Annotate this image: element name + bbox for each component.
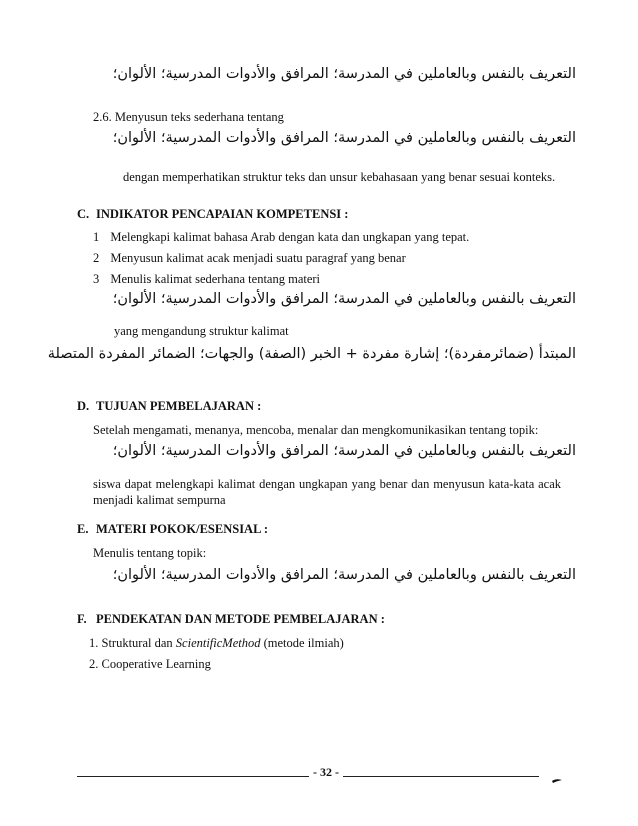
arabic-structure-line: المبتدأ (ضمائرمفردة)؛ إشارة مفردة + الخبر (الصفة) والجهات؛ الضمائر المفردة المتصلة [47, 346, 576, 362]
section-c-letter: C. [77, 207, 90, 221]
method-item-1-italic: ScientificMethod [175, 636, 261, 650]
arabic-topics-line-3: التعريف بالنفس وبالعاملين في المدرسة؛ المرافق والأدوات المدرسية؛ الألوان؛ [112, 291, 576, 307]
section-d-title: TUJUAN PEMBELAJARAN : [96, 399, 262, 413]
kd-2-6-tail: dengan memperhatikan struktur teks dan unsur kebahasaan yang benar sesuai konteks. [123, 170, 556, 184]
crescent-logo-icon [540, 767, 564, 791]
section-e-letter: E. [77, 522, 89, 536]
indicator-item-1 [93, 230, 469, 245]
arabic-topics-line-4: التعريف بالنفس وبالعاملين في المدرسة؛ المرافق والأدوات المدرسية؛ الألوان؛ [112, 443, 576, 459]
section-f-title: PENDEKATAN DAN METODE PEMBELAJARAN : [96, 612, 385, 626]
section-e-title: MATERI POKOK/ESENSIAL : [96, 522, 269, 536]
section-d-letter: D. [77, 399, 90, 413]
indicator-num: 1 [93, 230, 100, 244]
objective-intro: Setelah mengamati, menanya, mencoba, menalar dan mengkomunikasikan tentang topik: [93, 423, 539, 437]
section-f-letter: F. [77, 612, 87, 626]
method-item-1-suffix: (metode ilmiah) [260, 636, 344, 650]
material-intro: Menulis tentang topik: [93, 546, 207, 560]
indicator-item-2 [93, 251, 406, 266]
method-item-1 [89, 636, 344, 651]
page-number: - 32 - [309, 765, 343, 780]
arabic-topics-line-1: التعريف بالنفس وبالعاملين في المدرسة؛ المرافق والأدوات المدرسية؛ الألوان؛ [112, 66, 576, 82]
method-item-2: 2. Cooperative Learning [89, 657, 211, 671]
arabic-topics-line-5: التعريف بالنفس وبالعاملين في المدرسة؛ المرافق والأدوات المدرسية؛ الألوان؛ [112, 567, 576, 583]
indicator-text: Menulis kalimat sederhana tentang materi [110, 272, 321, 286]
indicator-item-3 [93, 272, 320, 287]
footer-rule [77, 776, 539, 777]
indicator-text: Menyusun kalimat acak menjadi suatu paragraf yang benar [110, 251, 406, 265]
indicator-num: 3 [93, 272, 100, 286]
method-item-1-prefix: 1. Struktural dan [89, 636, 176, 650]
indicator-text: Melengkapi kalimat bahasa Arab dengan kata dan ungkapan yang tepat. [110, 230, 470, 244]
kd-2-6-label: 2.6. Menyusun teks sederhana tentang [93, 110, 284, 124]
structure-label: yang mengandung struktur kalimat [114, 324, 289, 338]
arabic-topics-line-2: التعريف بالنفس وبالعاملين في المدرسة؛ المرافق والأدوات المدرسية؛ الألوان؛ [112, 130, 576, 146]
objective-outcome: siswa dapat melengkapi kalimat dengan ungkapan yang benar dan menyusun kata-kata acak menjadi kalimat sempurna [93, 477, 561, 508]
indicator-num: 2 [93, 251, 100, 265]
section-c-title: INDIKATOR PENCAPAIAN KOMPETENSI : [96, 207, 349, 221]
